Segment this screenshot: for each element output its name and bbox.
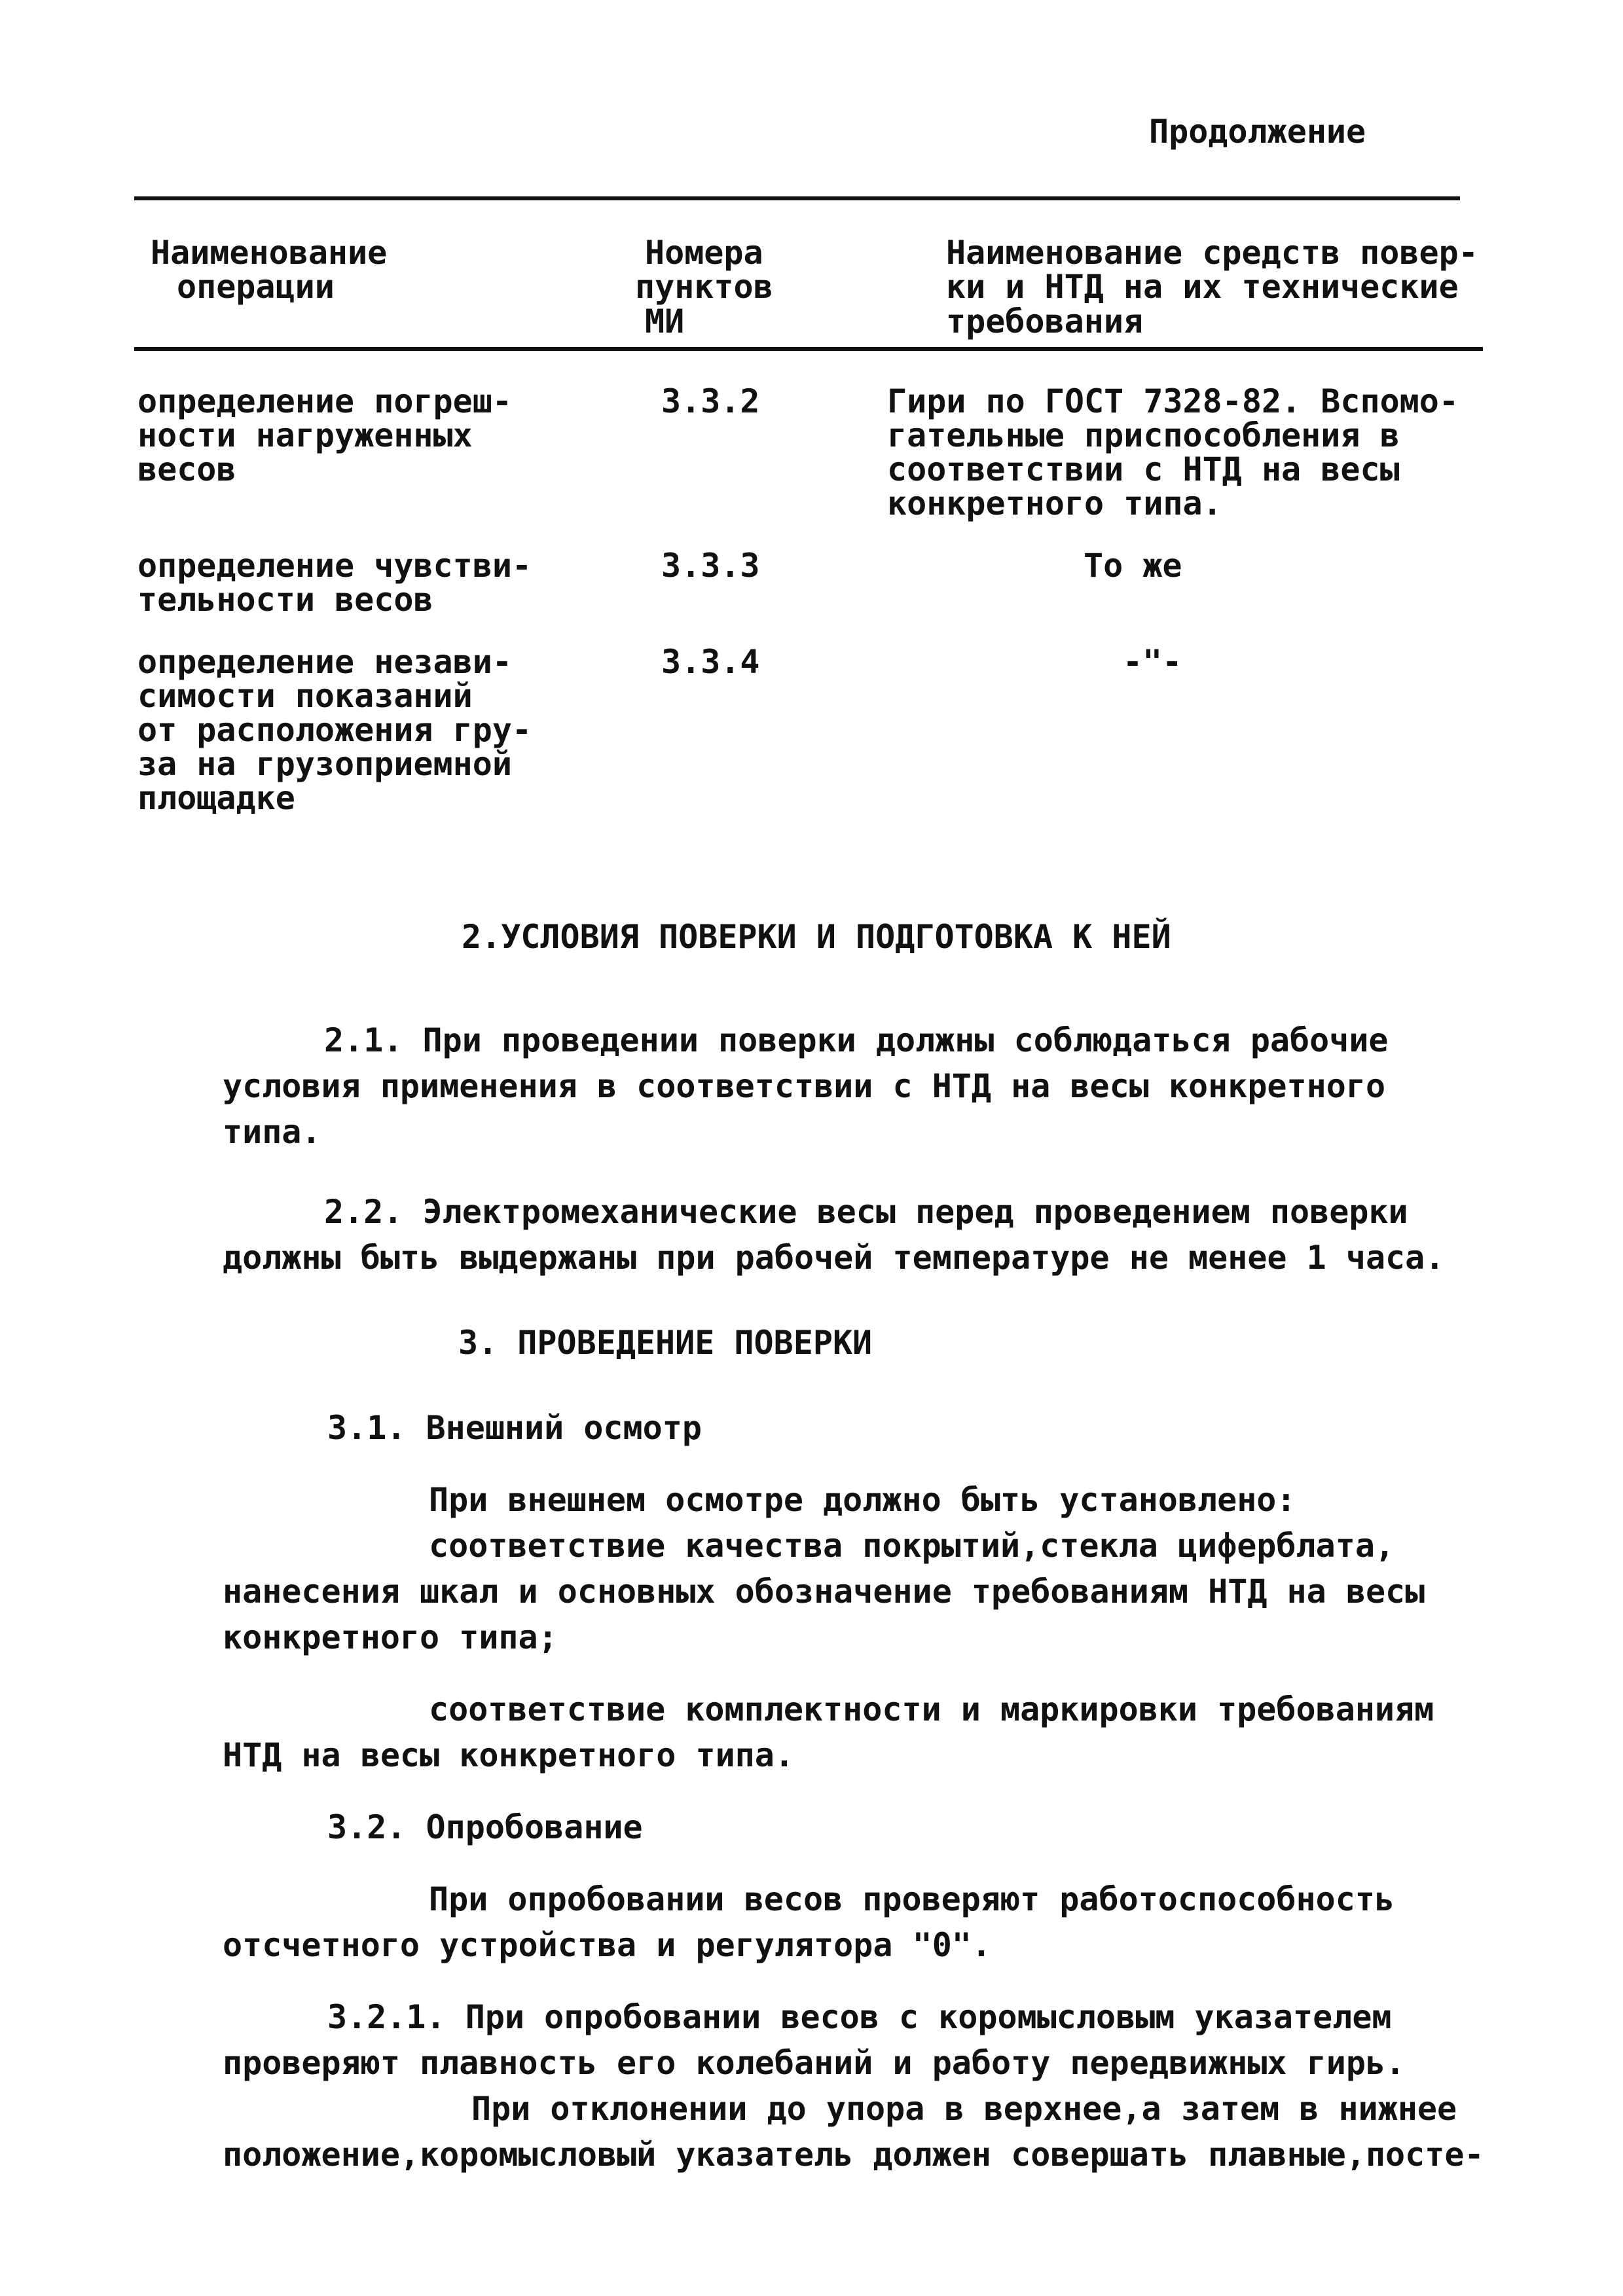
section2-p1-line1: 2.1. При проведении поверки должны соблюдаться рабочие bbox=[324, 1021, 1389, 1059]
row2-means: То же bbox=[1084, 547, 1182, 585]
table-top-rule bbox=[134, 196, 1460, 200]
row1-means-3: соответствии с НТД на весы bbox=[887, 450, 1400, 488]
header-means-1: Наименование средств повер- bbox=[946, 234, 1478, 272]
header-clauses-2: пунктов bbox=[635, 268, 773, 306]
s32-line1: При опробовании весов проверяют работоспособность bbox=[429, 1880, 1395, 1918]
row1-operation-2: ности нагруженных bbox=[137, 416, 473, 454]
section2-p2-line1: 2.2. Электромеханические весы перед проведением поверки bbox=[324, 1193, 1408, 1231]
row3-operation-3: от расположения гру- bbox=[137, 711, 532, 749]
row2-operation-1: определение чувстви- bbox=[137, 547, 532, 585]
s31-line2: соответствие качества покрытий,стекла циферблата, bbox=[429, 1527, 1395, 1565]
s31-line6: НТД на весы конкретного типа. bbox=[223, 1736, 794, 1774]
s31-title: 3.1. Внешний осмотр bbox=[327, 1409, 702, 1447]
row1-operation-3: весов bbox=[137, 450, 236, 488]
row3-operation-1: определение незави- bbox=[137, 643, 512, 681]
s321-line2: проверяют плавность его колебаний и работу передвижных гирь. bbox=[223, 2044, 1406, 2082]
s32-title: 3.2. Опробование bbox=[327, 1808, 643, 1846]
section2-p1-line3: типа. bbox=[223, 1113, 321, 1151]
row1-means-1: Гири по ГОСТ 7328-82. Вспомо- bbox=[887, 382, 1459, 420]
s31-line3: нанесения шкал и основных обозначение требованиям НТД на весы bbox=[223, 1573, 1425, 1611]
row1-clause: 3.3.2 bbox=[661, 382, 760, 420]
header-means-3: требования bbox=[946, 302, 1144, 340]
row3-operation-4: за на грузоприемной bbox=[137, 745, 512, 783]
s321-line1: 3.2.1. При опробовании весов с коромысловым указателем bbox=[327, 1998, 1392, 2036]
section2-heading: 2.УСЛОВИЯ ПОВЕРКИ И ПОДГОТОВКА К НЕЙ bbox=[462, 918, 1171, 956]
header-means-2: ки и НТД на их технические bbox=[946, 268, 1459, 306]
continuation-label: Продолжение bbox=[1149, 113, 1366, 151]
row1-means-4: конкретного типа. bbox=[887, 484, 1222, 522]
s31-line1: При внешнем осмотре должно быть установлено: bbox=[429, 1481, 1296, 1519]
row1-operation-1: определение погреш- bbox=[137, 382, 512, 420]
row3-clause: 3.3.4 bbox=[661, 643, 760, 681]
s321-line4: положение,коромысловый указатель должен совершать плавные,посте- bbox=[223, 2136, 1484, 2174]
row3-operation-5: площадке bbox=[137, 779, 295, 817]
header-clauses-1: Номера bbox=[645, 234, 763, 272]
row1-means-2: гательные приспособления в bbox=[887, 416, 1400, 454]
header-clauses-3: МИ bbox=[645, 302, 685, 340]
row2-operation-2: тельности весов bbox=[137, 581, 433, 619]
s32-line2: отсчетного устройства и регулятора "0". bbox=[223, 1926, 991, 1964]
s31-line4: конкретного типа; bbox=[223, 1618, 558, 1656]
row2-clause: 3.3.3 bbox=[661, 547, 760, 585]
s31-line5: соответствие комплектности и маркировки требованиям bbox=[429, 1690, 1434, 1728]
s321-line3: При отклонении до упора в верхнее,а затем в нижнее bbox=[471, 2090, 1457, 2128]
table-header-rule bbox=[134, 347, 1483, 351]
header-operation-1: Наименование bbox=[151, 234, 388, 272]
section3-heading: 3. ПРОВЕДЕНИЕ ПОВЕРКИ bbox=[458, 1324, 873, 1362]
row3-means: -"- bbox=[1123, 643, 1182, 681]
row3-operation-2: симости показаний bbox=[137, 677, 473, 715]
section2-p2-line2: должны быть выдержаны при рабочей температуре не менее 1 часа. bbox=[223, 1239, 1445, 1277]
section2-p1-line2: условия применения в соответствии с НТД на весы конкретного bbox=[223, 1067, 1386, 1105]
header-operation-2: операции bbox=[177, 268, 335, 306]
